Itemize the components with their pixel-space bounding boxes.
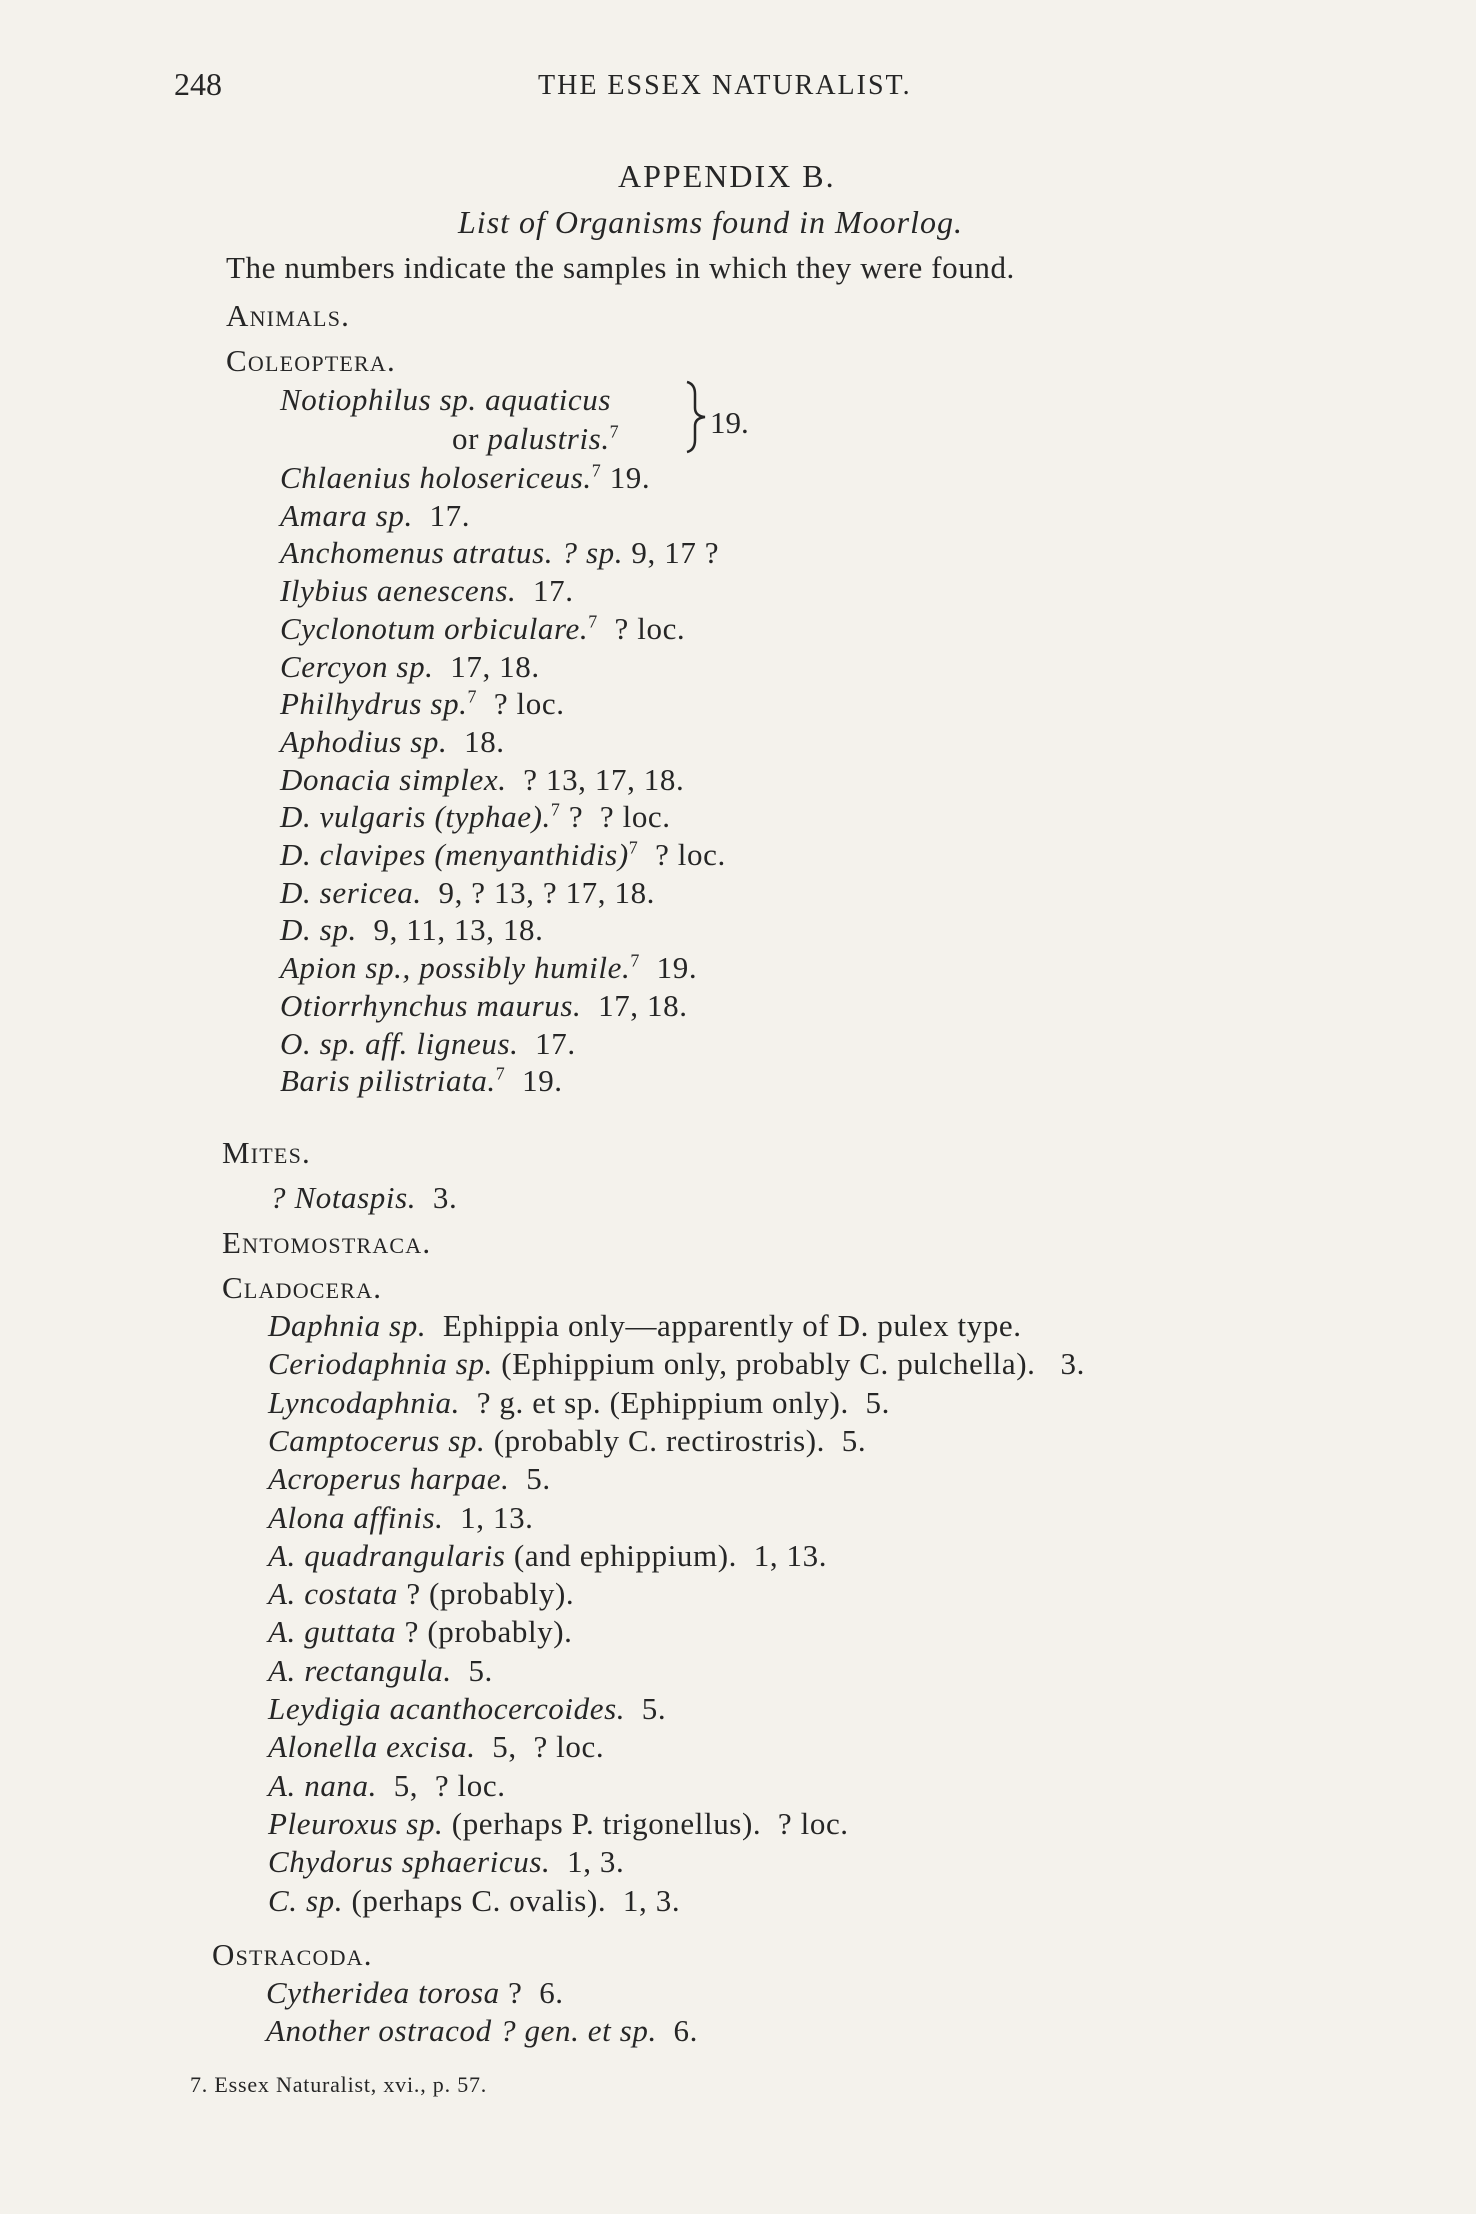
list-item bbox=[268, 1614, 573, 1650]
sample-numbers: ? 13, 17, 18. bbox=[506, 761, 685, 797]
footnote-ref: 7 bbox=[495, 1063, 506, 1084]
list-item bbox=[280, 950, 697, 986]
list-item bbox=[280, 912, 544, 948]
list-item bbox=[268, 1538, 827, 1574]
sample-numbers: 17, 18. bbox=[581, 987, 688, 1023]
brace-entry-footnote-ref: 7 bbox=[609, 421, 620, 442]
footnote-ref: 7 bbox=[467, 686, 478, 707]
organism-name: Cyclonotum orbiculare. bbox=[280, 610, 589, 646]
list-item bbox=[280, 535, 719, 571]
organism-name: D. sericea. bbox=[280, 874, 422, 910]
organism-name: Acroperus harpae. bbox=[268, 1461, 510, 1497]
organism-name: D. sp. bbox=[280, 912, 357, 948]
section-cladocera: Cladocera. bbox=[222, 1270, 383, 1305]
sample-numbers: ? (probably). bbox=[396, 1614, 573, 1650]
list-item bbox=[280, 724, 505, 760]
sample-numbers: 18. bbox=[447, 723, 505, 759]
sample-numbers: 17. bbox=[516, 573, 574, 609]
organism-name: Daphnia sp. bbox=[268, 1308, 427, 1343]
list-item bbox=[280, 573, 574, 609]
organism-name: Alonella excisa. bbox=[268, 1729, 476, 1765]
sample-numbers: 1, 3. bbox=[550, 1844, 625, 1880]
organism-name: O. sp. aff. ligneus. bbox=[280, 1025, 519, 1061]
organism-name: A. nana. bbox=[268, 1767, 377, 1803]
list-item bbox=[280, 498, 470, 534]
sample-numbers: 9, 11, 13, 18. bbox=[356, 912, 544, 948]
organism-name: Chydorus sphaericus. bbox=[268, 1844, 551, 1880]
organism-name: Alona affinis. bbox=[268, 1499, 444, 1535]
organism-name: Aphodius sp. bbox=[280, 723, 448, 759]
sample-numbers: ? loc. bbox=[477, 686, 565, 722]
organism-name: Ceriodaphnia sp. bbox=[268, 1346, 493, 1382]
organism-name: A. costata bbox=[268, 1576, 398, 1612]
intro-text: The numbers indicate the samples in which they were found. bbox=[226, 250, 1015, 285]
sample-numbers: 19. bbox=[639, 950, 698, 986]
list-item bbox=[268, 1806, 849, 1842]
list-item bbox=[268, 1308, 1022, 1344]
sample-numbers: ? loc. bbox=[638, 837, 726, 872]
sample-numbers: 17. bbox=[412, 497, 471, 533]
organism-name: Otiorrhynchus maurus. bbox=[280, 987, 582, 1023]
list-item bbox=[270, 1180, 457, 1216]
list-item bbox=[268, 1691, 666, 1727]
section-ostracoda: Ostracoda. bbox=[212, 1937, 373, 1972]
list-item bbox=[268, 1576, 574, 1612]
sample-numbers: 6. bbox=[656, 2013, 698, 2048]
section-coleoptera: Coleoptera. bbox=[226, 343, 396, 378]
organism-name: Amara sp. bbox=[280, 497, 413, 533]
sample-numbers: 3. bbox=[416, 1180, 458, 1215]
list-item bbox=[280, 1026, 576, 1062]
sample-numbers: (and ephippium). 1, 13. bbox=[505, 1537, 828, 1573]
sample-numbers: 19. bbox=[505, 1063, 563, 1099]
footnote: 7. Essex Naturalist, xvi., p. 57. bbox=[190, 2072, 488, 2097]
footnote-ref: 7 bbox=[628, 837, 639, 858]
list-item bbox=[280, 1063, 563, 1099]
sample-numbers: 9, 17 ? bbox=[623, 535, 720, 571]
list-item bbox=[268, 1461, 551, 1497]
footnote-ref: 7 bbox=[630, 950, 640, 971]
organism-name: Cytheridea torosa bbox=[266, 1975, 500, 2010]
organism-name: Donacia simplex. bbox=[280, 761, 507, 797]
sample-numbers: (perhaps C. ovalis). 1, 3. bbox=[343, 1882, 681, 1918]
running-title: THE ESSEX NATURALIST. bbox=[538, 70, 912, 101]
section-entomostraca: Entomostraca. bbox=[222, 1225, 432, 1260]
list-item bbox=[268, 1500, 534, 1536]
sample-numbers: 5. bbox=[451, 1652, 493, 1688]
sample-numbers: 5. bbox=[509, 1461, 551, 1497]
list-item bbox=[280, 799, 671, 835]
brace-entry-line2 bbox=[452, 421, 619, 457]
sample-numbers: 5. bbox=[625, 1691, 667, 1726]
organism-name: Philhydrus sp. bbox=[280, 686, 468, 722]
sample-numbers: 19. bbox=[601, 460, 651, 495]
list-item bbox=[268, 1346, 1085, 1382]
list-item bbox=[268, 1883, 680, 1919]
sample-numbers: (Ephippium only, probably C. pulchella). 3. bbox=[492, 1346, 1085, 1382]
list-item bbox=[280, 988, 688, 1024]
list-item bbox=[280, 686, 565, 722]
footnote-ref: 7 bbox=[588, 611, 598, 632]
organism-name: A. quadrangularis bbox=[268, 1537, 506, 1573]
list-item bbox=[268, 1385, 890, 1421]
organism-name: Ilybius aenescens. bbox=[280, 573, 517, 609]
organism-name: C. sp. bbox=[268, 1882, 344, 1918]
sample-numbers: 5, ? loc. bbox=[475, 1729, 605, 1765]
curly-brace-icon bbox=[683, 380, 709, 454]
organism-name: D. clavipes (menyanthidis) bbox=[280, 837, 629, 872]
sample-numbers: ? g. et sp. (Ephippium only). 5. bbox=[460, 1384, 890, 1420]
organism-name: Apion sp., possibly humile. bbox=[280, 950, 631, 986]
list-item bbox=[280, 460, 650, 496]
sample-numbers: 17, 18. bbox=[433, 648, 540, 684]
organism-name: Cercyon sp. bbox=[280, 648, 434, 684]
appendix-title: APPENDIX B. bbox=[618, 158, 836, 194]
sample-numbers: ? ? loc. bbox=[560, 799, 671, 835]
list-item bbox=[280, 837, 726, 873]
brace-entry-samples: 19. bbox=[710, 405, 749, 440]
brace-entry-name: palustris. bbox=[487, 421, 610, 456]
organism-name: ? Notaspis. bbox=[270, 1180, 417, 1215]
brace-entry-or: or bbox=[452, 421, 480, 456]
organism-name: A. guttata bbox=[268, 1614, 397, 1650]
list-item bbox=[268, 1653, 493, 1689]
section-animals: Animals. bbox=[226, 298, 351, 333]
list-item bbox=[268, 1768, 506, 1804]
sample-numbers: 1, 13. bbox=[443, 1499, 534, 1535]
organism-name: A. rectangula. bbox=[268, 1652, 452, 1688]
list-item bbox=[280, 875, 655, 911]
sample-numbers: (perhaps P. trigonellus). ? loc. bbox=[443, 1805, 849, 1841]
organism-name: Camptocerus sp. bbox=[268, 1422, 486, 1458]
list-item bbox=[266, 2013, 698, 2049]
organism-name: Baris pilistriata. bbox=[280, 1063, 496, 1099]
organism-name: Anchomenus atratus. ? sp. bbox=[280, 535, 624, 571]
sample-numbers: ? (probably). bbox=[398, 1576, 575, 1612]
organism-name: Lyncodaphnia. bbox=[268, 1384, 460, 1420]
list-item bbox=[280, 649, 540, 685]
footnote-ref: 7 bbox=[550, 799, 561, 820]
page-number: 248 bbox=[174, 66, 222, 102]
sample-numbers: 5, ? loc. bbox=[377, 1767, 506, 1803]
sample-numbers: Ephippia only—apparently of D. pulex type. bbox=[426, 1308, 1022, 1343]
list-item bbox=[268, 1729, 604, 1765]
section-mites: Mites. bbox=[222, 1135, 311, 1170]
list-item bbox=[268, 1844, 624, 1880]
organism-name: Another ostracod ? gen. et sp. bbox=[266, 2013, 657, 2048]
footnote-ref: 7 bbox=[591, 460, 602, 481]
list-subtitle: List of Organisms found in Moorlog. bbox=[458, 204, 963, 240]
sample-numbers: 9, ? 13, ? 17, 18. bbox=[421, 874, 656, 910]
organism-name: D. vulgaris (typhae). bbox=[280, 799, 551, 835]
list-item bbox=[280, 762, 684, 798]
brace-entry-line1: Notiophilus sp. aquaticus bbox=[280, 382, 612, 417]
sample-numbers: ? 6. bbox=[499, 1975, 564, 2010]
organism-name: Chlaenius holosericeus. bbox=[280, 460, 592, 495]
sample-numbers: ? loc. bbox=[597, 610, 686, 646]
sample-numbers: (probably C. rectirostris). 5. bbox=[485, 1422, 867, 1458]
organism-name: Pleuroxus sp. bbox=[268, 1805, 444, 1841]
list-item bbox=[266, 1975, 564, 2011]
organism-name: Leydigia acanthocercoides. bbox=[268, 1691, 626, 1726]
list-item bbox=[268, 1423, 866, 1459]
sample-numbers: 17. bbox=[518, 1025, 576, 1061]
list-item bbox=[280, 611, 685, 647]
